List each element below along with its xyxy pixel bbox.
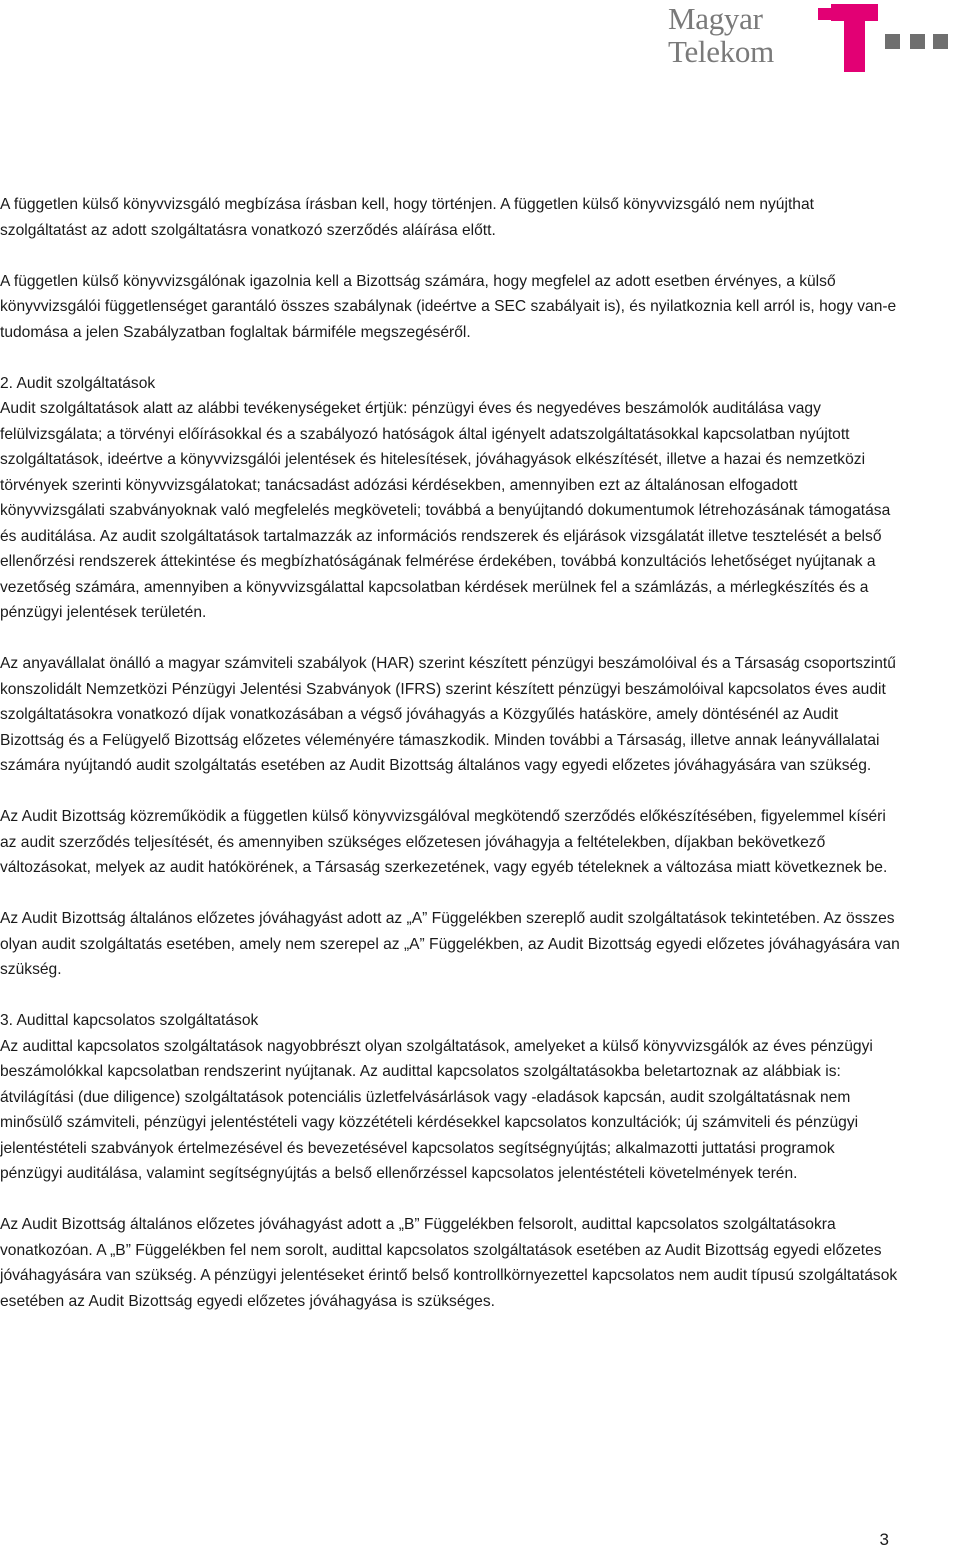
logo-wordmark: [668, 2, 774, 68]
paragraph-appendix-b: Az Audit Bizottság általános előzetes jóváhagyást adott a „B” Függelékben felsorolt, audittal kapcsolatos szolgáltatásokra vonatkozóan. A „B” Függelékben fel nem sorolt, audittal kapcsolatos szolgáltatások esetében az Audit Bizottság egyedi előzetes jóváhagyására van szükség. A pénzügyi jelentéseket érintő belső kontrollkörnyezettel kapcsolatos nem audit típusú szolgáltatások esetében az Audit Bizottság egyedi előzetes jóváhagyása is szükséges.: [0, 1216, 898, 1310]
logo-line-1: Magyar: [668, 1, 763, 36]
page-number: 3: [879, 1530, 889, 1549]
paragraph-independence: A független külső könyvvizsgálónak igazolnia kell a Bizottság számára, hogy megfelel az adott esetben érvényes, a külső könyvvizsgálói függetlenséget garantáló összes szabálynak (ideértve a SEC szabályait is), és nyilatkoznia kell arról is, hogy van-e tudomása a jelen Szabályzatban foglaltak bármiféle megszegéséről.: [0, 272, 897, 341]
paragraph-audit-services: Audit szolgáltatások alatt az alábbi tevékenységeket értjük: pénzügyi éves és negyedéves beszámolók auditálása vagy felülvizsgálata; a törvényi előírásokkal és a szabályozó hatóságok által igényelt adatszolgáltatásokkal kapcsolatban nyújtott szolgáltatások, ideértve a könyvvizsgálói jelentések és hitelesítések, jóváhagyások elkészítését, illetve a hazai és nemzetközi törvények szerinti könyvvizsgálatokat; tanácsadást adózási kérdésekben, amennyiben ezt az általánosan elfogadott könyvvizsgálati szabványoknak való megfelelés megköveteli; továbbá a benyújtandó dokumentumok létrehozásának támogatása és auditálása. Az audit szolgáltatások tartalmazzák az információs rendszerek és eljárások vizsgálatát illetve tesztelését a belső ellenőrzési rendszerek áttekintése és megbízhatóságának felmérése érdekében, továbbá konzultációs lehetőséget nyújtanak a vezetőség számára, amennyiben a könyvvizsgálattal kapcsolatban kérdések merülnek fel a számlázás, a mérlegkészítés és a pénzügyi jelentések területén.: [0, 400, 891, 621]
magyar-telekom-logo: [668, 0, 960, 75]
paragraph-engagement: A független külső könyvvizsgáló megbízása írásban kell, hogy történjen. A független külső könyvvizsgáló nem nyújthat szolgáltatást az adott szolgáltatásra vonatkozó szerződés aláírása előtt.: [0, 196, 814, 239]
paragraph-committee-contract: Az Audit Bizottság közreműködik a független külső könyvvizsgálóval megkötendő szerződés előkészítésében, figyelemmel kíséri az audit szerződés teljesítését, és amennyiben szükséges előzetesen jóváhagyja a feltételekben, díjakban bekövetkező változásokat, melyek az audit hatókörének, a Társaság szerkezetének, vagy egyéb tételeknek a változása miatt következnek be.: [0, 808, 888, 876]
paragraph-appendix-a: Az Audit Bizottság általános előzetes jóváhagyást adott az „A” Függelékben szereplő audit szolgáltatások tekintetében. Az összes olyan audit szolgáltatás esetében, amely nem szerepel az „A” Függelékben, az Audit Bizottság egyedi előzetes jóváhagyására van szükség.: [0, 910, 900, 978]
logo-line-2: Telekom: [668, 34, 774, 69]
section-heading-2: 2. Audit szolgáltatások: [0, 374, 156, 392]
paragraph-audit-related: Az audittal kapcsolatos szolgáltatások nagyobbrészt olyan szolgáltatások, amelyeket a külső könyvvizsgálók az éves pénzügyi beszámolókkal kapcsolatban rendszerint nyújtanak. Az audittal kapcsolatos szolgáltatásokba beletartoznak az alábbiak is: átvilágítási (due diligence) szolgáltatások potenciális üzletfelvásárlások vagy -eladások kapcsán, audit szolgáltatásnak nem minősülő számviteli, pénzügyi jelentéstételi vagy közzétételi kérdésekkel kapcsolatos konzultációk; új számviteli és pénzügyi jelentéstételi szabványok értelmezésével és bevezetésével kapcsolatos segítségnyújtás; alkalmazotti juttatási programok pénzügyi auditálása, valamint segítségnyújtás a belső ellenőrzéssel kapcsolatos jelentéstételi követelmények terén.: [0, 1037, 873, 1182]
section-heading-3: 3. Audittal kapcsolatos szolgáltatások: [0, 1012, 259, 1029]
paragraph-parent-company: Az anyavállalat önálló a magyar számviteli szabályok (HAR) szerint készített pénzügyi beszámolóival és a Társaság csoportszintű konszolidált Nemzetközi Pénzügyi Jelentési Szabványok (IFRS) szerint készített pénzügyi beszámolóival kapcsolatos éves audit szolgáltatásokra vonatkozó díjak vonatkozásában a végső jóváhagyás a Közgyűlés hatásköre, amely döntésénél az Audit Bizottság és a Felügyelő Bizottság előzetes véleményére támaszkodik. Minden további a Társaság, illetve annak leányvállalatai számára nyújtandó audit szolgáltatás esetében az Audit Bizottság általános vagy egyedi előzetes jóváhagyására van szükség.: [0, 655, 896, 774]
telekom-t-icon: [818, 4, 948, 72]
document-body: [0, 192, 900, 1314]
